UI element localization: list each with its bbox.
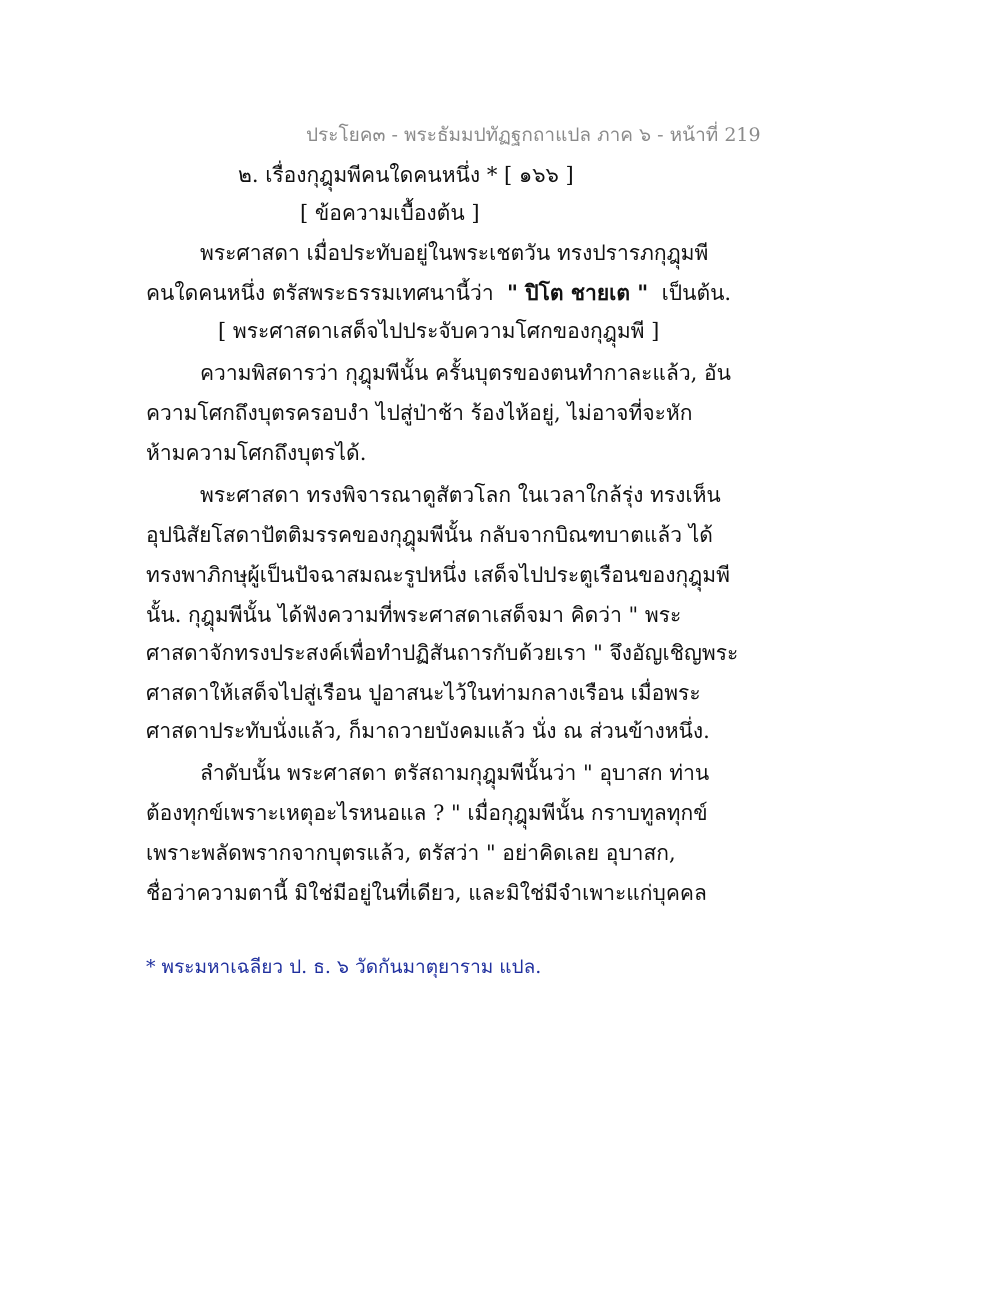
- paragraph-line: ลำดับนั้น พระศาสดา ตรัสถามกุฎุมพีนั้นว่า " อุบาสก ท่าน: [200, 761, 710, 785]
- story-title: ๒. เรื่องกุฎุมพีคนใดคนหนึ่ง * [ ๑๖๖ ]: [238, 163, 574, 187]
- running-header: ประโยค๓ - พระธัมมปทัฏฐกถาแปล ภาค ๖ - หน้าที่ 219: [306, 124, 761, 146]
- paragraph-line: นั้น. กุฎุมพีนั้น ได้ฟังความที่พระศาสดาเสด็จมา คิดว่า " พระ: [146, 603, 682, 627]
- intro-line: [146, 278, 731, 308]
- intro-line: พระศาสดา เมื่อประทับอยู่ในพระเชตวัน ทรงปรารภกุฎุมพี: [200, 241, 709, 265]
- paragraph-line: ต้องทุกข์เพราะเหตุอะไรหนอแล ? " เมื่อกุฎุมพีนั้น กราบทูลทุกข์: [146, 801, 708, 825]
- paragraph-line: เพราะพลัดพรากจากบุตรแล้ว, ตรัสว่า " อย่าคิดเลย อุบาสก,: [146, 841, 676, 865]
- footnote: * พระมหาเฉลียว ป. ธ. ๖ วัดกันมาตุยาราม แปล.: [146, 956, 542, 978]
- paragraph-line: พระศาสดา ทรงพิจารณาดูสัตวโลก ในเวลาใกล้รุ่ง ทรงเห็น: [200, 483, 721, 507]
- intro-heading: [ ข้อความเบื้องต้น ]: [300, 201, 480, 225]
- paragraph-line: ความโศกถึงบุตรครอบงำ ไปสู่ป่าช้า ร้องไห้อยู่, ไม่อาจที่จะหัก: [146, 401, 693, 425]
- paragraph-line: ชื่อว่าความตานี้ มิใช่มีอยู่ในที่เดียว, และมิใช่มีจำเพาะแก่บุคคล: [146, 881, 707, 905]
- paragraph-line: ศาสดาจักทรงประสงค์เพื่อทำปฏิสันถารกับด้วยเรา " จึงอัญเชิญพระ: [146, 641, 739, 665]
- paragraph-line: ศาสดาประทับนั่งแล้ว, ก็มาถวายบังคมแล้ว นั่ง ณ ส่วนข้างหนึ่ง.: [146, 719, 710, 743]
- intro-text: คนใดคนหนึ่ง ตรัสพระธรรมเทศนานี้ว่า: [146, 281, 494, 305]
- section-heading: [ พระศาสดาเสด็จไปประจับความโศกของกุฎุมพี ]: [218, 319, 660, 343]
- paragraph-line: ศาสดาให้เสด็จไปสู่เรือน ปูอาสนะไว้ในท่ามกลางเรือน เมื่อพระ: [146, 681, 701, 705]
- paragraph-line: ห้ามความโศกถึงบุตรได้.: [146, 441, 367, 465]
- paragraph-line: ความพิสดารว่า กุฎุมพีนั้น ครั้นบุตรของตนทำกาละแล้ว, อัน: [200, 361, 731, 385]
- paragraph-line: ทรงพาภิกษุผู้เป็นปัจฉาสมณะรูปหนึ่ง เสด็จไปประตูเรือนของกุฎุมพี: [146, 563, 730, 587]
- pali-quote: " ปิโต ชายเต ": [506, 280, 649, 305]
- paragraph-line: อุปนิสัยโสดาปัตติมรรคของกุฎุมพีนั้น กลับจากบิณฑบาตแล้ว ได้: [146, 523, 713, 547]
- intro-text: เป็นต้น.: [661, 281, 732, 305]
